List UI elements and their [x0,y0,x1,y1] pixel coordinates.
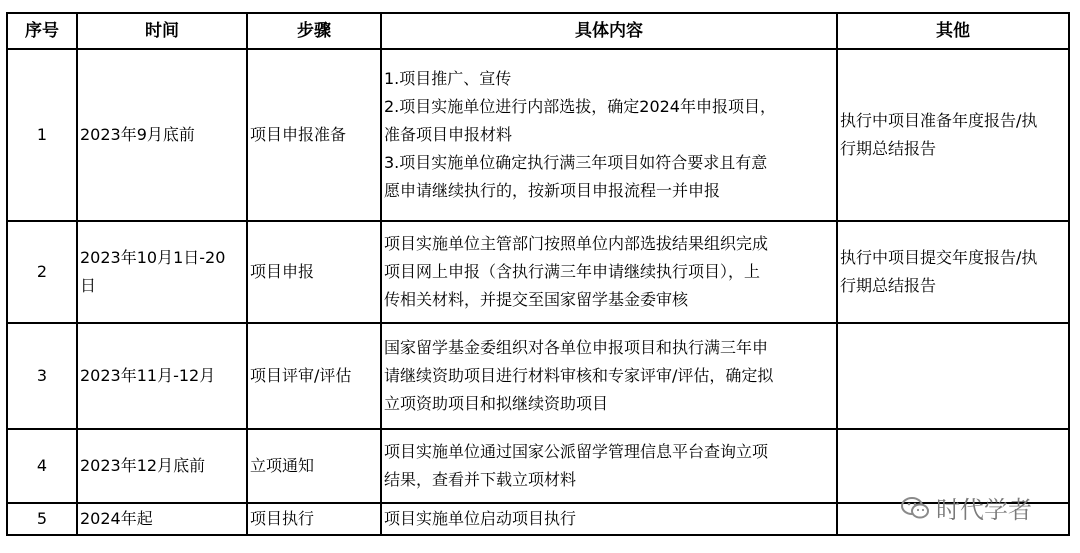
time-cell: 2024年起 [77,503,247,535]
seq-cell: 1 [7,49,77,221]
schedule-table [6,12,1070,536]
content-cell [381,323,837,429]
seq-cell: 4 [7,429,77,503]
watermark [900,490,1032,525]
other-line: 行期总结报告 [840,276,937,295]
content-line: 2.项目实施单位进行内部选拔，确定2024年申报项目， [384,97,776,116]
header-content: 具体内容 [381,13,837,49]
table-row [7,221,1069,323]
seq-cell: 3 [7,323,77,429]
step-cell: 项目申报 [247,221,381,323]
content-line: 项目网上申报（含执行满三年申请继续执行项目），上 [384,262,761,281]
watermark-text: 时代学者 [936,496,1032,524]
content-line: 项目实施单位主管部门按照单位内部选拔结果组织完成 [384,234,769,253]
seq-cell: 5 [7,503,77,535]
step-cell: 项目申报准备 [247,49,381,221]
table-row [7,323,1069,429]
other-line: 执行中项目准备年度报告/执 [840,111,1038,130]
other-cell [837,49,1069,221]
content-line: 3.项目实施单位确定执行满三年项目如符合要求且有意 [384,153,768,172]
seq-cell: 2 [7,221,77,323]
content-line: 愿申请继续执行的，按新项目申报流程一并申报 [384,181,721,200]
header-seq: 序号 [7,13,77,49]
table-row [7,49,1069,221]
content-line: 请继续资助项目进行材料审核和专家评审/评估，确定拟 [384,366,774,385]
other-cell [837,221,1069,323]
other-line: 执行中项目提交年度报告/执 [840,248,1038,267]
content-line: 项目实施单位通过国家公派留学管理信息平台查询立项 [384,442,769,461]
content-line: 立项资助项目和拟继续资助项目 [384,394,609,413]
time-cell: 2023年12月底前 [77,429,247,503]
content-line: 项目实施单位启动项目执行 [384,509,577,528]
time-line: 2023年10月1日-20 [80,248,226,267]
header-step: 步骤 [247,13,381,49]
time-cell: 2023年9月底前 [77,49,247,221]
content-line: 准备项目申报材料 [384,125,513,144]
content-cell [381,221,837,323]
step-cell: 项目执行 [247,503,381,535]
time-cell [77,221,247,323]
header-other: 其他 [837,13,1069,49]
time-cell: 2023年11月-12月 [77,323,247,429]
content-cell [381,429,837,503]
other-cell [837,323,1069,429]
header-row [7,13,1069,49]
content-cell [381,503,837,535]
step-cell: 立项通知 [247,429,381,503]
other-line: 行期总结报告 [840,139,937,158]
wechat-icon [900,495,930,521]
content-line: 传相关材料，并提交至国家留学基金委审核 [384,290,689,309]
content-line: 国家留学基金委组织对各单位申报项目和执行满三年申 [384,338,769,357]
step-cell: 项目评审/评估 [247,323,381,429]
content-cell [381,49,837,221]
content-line: 结果，查看并下载立项材料 [384,470,577,489]
time-line: 日 [80,276,97,295]
content-line: 1.项目推广、宣传 [384,69,512,88]
header-time: 时间 [77,13,247,49]
